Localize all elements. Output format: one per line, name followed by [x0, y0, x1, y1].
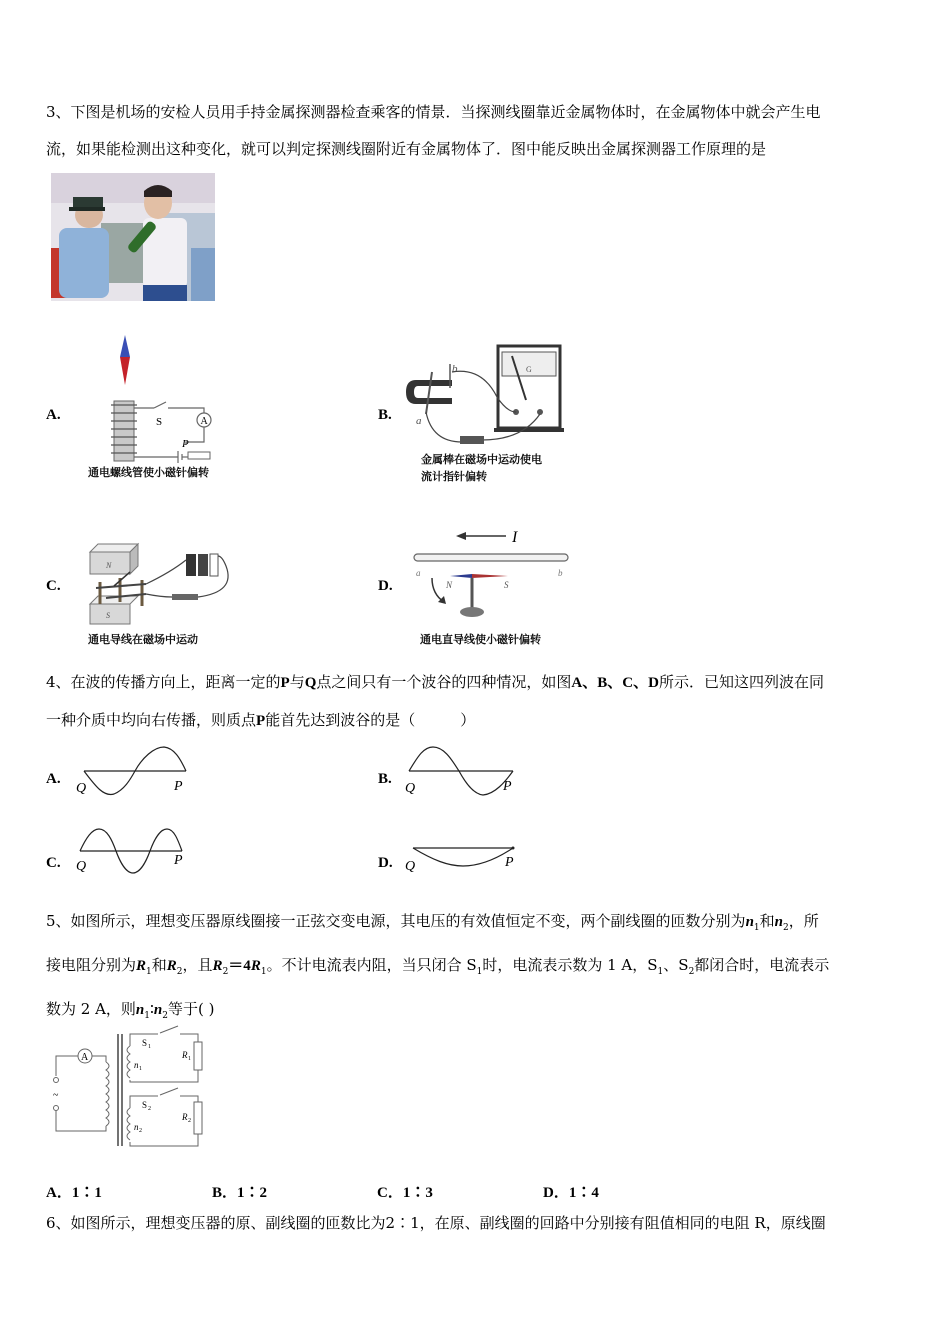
- svg-text:I: I: [512, 529, 518, 546]
- svg-text:a: a: [416, 568, 421, 578]
- svg-text:P: P: [174, 779, 183, 794]
- svg-text:N: N: [446, 580, 453, 590]
- svg-text:Q: Q: [76, 781, 87, 796]
- q4-option-d-label[interactable]: D.: [378, 855, 393, 871]
- arrow-left-icon: [456, 532, 466, 540]
- svg-text:n: n: [134, 1122, 139, 1132]
- svg-text:1: 1: [139, 1066, 142, 1072]
- svg-text:P: P: [503, 779, 512, 794]
- q5-line3: 数为 2 A，则$n_1∶n_2$等于( ): [46, 1000, 215, 1021]
- svg-text:b: b: [452, 363, 458, 375]
- svg-text:R: R: [182, 1050, 188, 1060]
- q3-option-b-label[interactable]: B.: [378, 407, 392, 423]
- q5-answer-b[interactable]: B．1∶2: [212, 1185, 268, 1201]
- svg-text:2: 2: [188, 1118, 191, 1124]
- svg-text:S: S: [142, 1038, 148, 1048]
- q5-answer-c[interactable]: C．1∶3: [377, 1185, 433, 1201]
- q3-option-b-caption: 金属棒在磁场中运动使电 流计指针偏转: [421, 453, 542, 483]
- q3-option-b-figure: [402, 342, 572, 452]
- svg-text:P: P: [182, 438, 189, 450]
- q3-line1: 3、下图是机场的安检人员用手持金属探测器检查乘客的情景．当探测线圈靠近金属物体时，在金属物体中就会产生电: [46, 103, 821, 121]
- compass-needle-north-icon: [120, 335, 130, 357]
- q4-line1: 4、在波的传播方向上，距离一定的P与Q点之间只有一个波谷的四种情况，如图A、B、C、D所示．已知这四列波在同: [46, 673, 824, 691]
- svg-text:P: P: [505, 855, 514, 870]
- svg-text:2: 2: [139, 1128, 142, 1134]
- q4-text: [46, 664, 908, 740]
- svg-text:S: S: [156, 416, 163, 428]
- svg-text:R: R: [182, 1112, 188, 1122]
- svg-text:1: 1: [148, 1044, 151, 1050]
- svg-text:G: G: [526, 365, 532, 374]
- svg-text:P: P: [174, 853, 183, 868]
- q3-line2: 流，如果能检测出这种变化，就可以判定探测线圈附近有金属物体了．图中能反映出金属探测器工作原理的是: [46, 140, 767, 158]
- security-check-illustration: [51, 173, 215, 301]
- q3-option-d-figure: [410, 526, 580, 626]
- svg-text:1: 1: [188, 1056, 191, 1062]
- svg-text:b: b: [558, 568, 563, 578]
- q5-line1: 5、如图所示，理想变压器原线圈接一正弦交变电源，其电压的有效值恒定不变，两个副线圈的匝数分别为$n_1$和$n_2$，所: [46, 912, 819, 933]
- svg-text:N: N: [106, 561, 112, 570]
- svg-text:a: a: [416, 415, 422, 427]
- svg-text:S: S: [142, 1100, 148, 1110]
- compass-needle-south-icon: [120, 357, 130, 385]
- q4-wave-d: [403, 824, 533, 884]
- q4-wave-c: [74, 824, 194, 884]
- svg-text:~: ~: [53, 1090, 59, 1101]
- svg-text:S: S: [504, 580, 509, 590]
- q3-security-photo: [51, 173, 215, 301]
- q3-option-c-figure: [86, 542, 236, 627]
- svg-text:Q: Q: [405, 859, 416, 874]
- q4-wave-a: [74, 742, 194, 802]
- q6-text: [46, 1205, 908, 1242]
- q5-answer-a[interactable]: A．1∶1: [46, 1185, 102, 1201]
- q4-option-c-label[interactable]: C.: [46, 855, 61, 871]
- q5-transformer-figure: [50, 1026, 225, 1151]
- q3-option-a-caption: 通电螺线管使小磁针偏转: [88, 466, 209, 479]
- q4-wave-b: [403, 742, 533, 802]
- q3-option-a-figure: [96, 335, 246, 485]
- svg-text:A: A: [81, 1052, 89, 1063]
- q4-option-b-label[interactable]: B.: [378, 771, 392, 787]
- q3-option-d-caption: 通电直导线使小磁针偏转: [420, 633, 541, 646]
- svg-text:S: S: [106, 611, 110, 620]
- q5-text: [46, 903, 908, 1035]
- svg-text:Q: Q: [405, 781, 416, 796]
- q3-text: [46, 94, 908, 168]
- q4-option-a-label[interactable]: A.: [46, 771, 61, 787]
- q3-option-c-caption: 通电导线在磁场中运动: [88, 633, 198, 646]
- svg-text:Q: Q: [76, 859, 87, 874]
- svg-text:2: 2: [148, 1106, 151, 1112]
- q3-option-a-label[interactable]: A.: [46, 407, 61, 423]
- q6-line1: 6、如图所示，理想变压器的原、副线圈的匝数比为2∶1，在原、副线圈的回路中分别接有阻值相同的电阻 R，原线圈: [46, 1214, 826, 1232]
- q5-line2: 接电阻分别为$R_1$和$R_2$，且$R_2=4R_1$。不计电流表内阻，当只闭合 $S_1$时，电流表示数为 1 A，$S_1$、$S_2$都闭合时，电流表示: [46, 956, 830, 977]
- q4-line2: 一种介质中均向右传播，则质点P能首先达到波谷的是（ ）: [46, 711, 476, 729]
- q3-option-d-label[interactable]: D.: [378, 578, 393, 594]
- svg-text:n: n: [134, 1060, 139, 1070]
- q3-option-c-label[interactable]: C.: [46, 578, 61, 594]
- q5-answer-d[interactable]: D．1∶4: [543, 1185, 599, 1201]
- svg-text:A: A: [200, 416, 208, 427]
